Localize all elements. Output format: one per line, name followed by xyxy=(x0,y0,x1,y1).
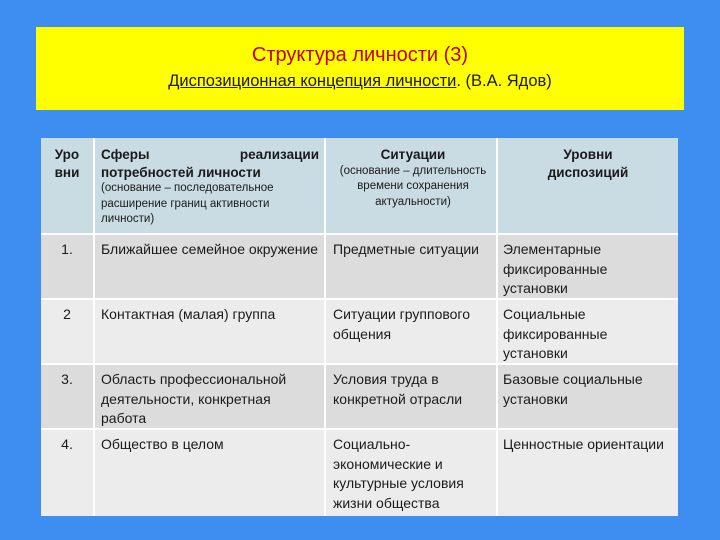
row-level: 1. xyxy=(61,241,73,257)
row-level: 2 xyxy=(63,306,71,322)
subtitle-author: . (В.А. Ядов) xyxy=(456,72,552,90)
column-divider xyxy=(324,138,326,516)
row-disposition: Ценностные ориентации xyxy=(503,436,664,452)
row-situation: Социально-экономические и культурные условия жизни общества xyxy=(333,436,464,511)
row-sphere: Контактная (малая) группа xyxy=(101,306,276,322)
row-situation: Предметные ситуации xyxy=(333,241,480,257)
header-level-line1: Уро xyxy=(54,147,80,162)
header-situations-note: (основание – длительность времени сохранения актуальности) xyxy=(339,164,487,208)
row-sphere: Область профессиональной деятельности, конкретная работа xyxy=(101,371,287,426)
header-spheres-note: (основание – последовательное расширение границ активности личности) xyxy=(101,182,274,225)
row-sphere: Общество в целом xyxy=(101,436,224,452)
row-disposition: Социальные фиксированные установки xyxy=(503,306,608,361)
row-divider xyxy=(41,233,678,235)
column-divider xyxy=(496,138,498,516)
header-situations-title: Ситуации xyxy=(380,147,446,162)
row-level: 4. xyxy=(61,436,73,452)
header-spheres xyxy=(101,146,319,228)
column-divider xyxy=(93,138,95,516)
slide-title: Структура личности (3) xyxy=(251,44,469,66)
row-divider xyxy=(41,363,678,365)
table-header-row xyxy=(41,138,678,234)
subtitle-concept: Диспозиционная концепция личности xyxy=(168,72,457,90)
table-row xyxy=(41,299,678,364)
header-dispositions-title: Уровни диспозиций xyxy=(547,147,629,180)
row-situation: Условия труда в конкретной отрасли xyxy=(333,371,463,407)
header-spheres-title: Сферы реализации потребностей личности xyxy=(101,147,319,180)
disposition-table xyxy=(41,138,678,516)
table-row xyxy=(41,429,678,516)
row-sphere: Ближайшее семейное окружение xyxy=(101,241,319,257)
header-level xyxy=(41,146,93,181)
row-level: 3. xyxy=(61,371,73,387)
title-box xyxy=(36,27,684,110)
row-disposition: Элементарные фиксированные установки xyxy=(503,241,608,296)
header-dispositions xyxy=(503,146,673,181)
header-situations xyxy=(333,146,493,210)
row-disposition: Базовые социальные установки xyxy=(503,371,643,407)
slide-subtitle xyxy=(36,68,684,94)
header-level-line2: вни xyxy=(54,164,80,180)
row-situation: Ситуации группового общения xyxy=(333,306,471,342)
row-divider xyxy=(41,428,678,430)
table-row xyxy=(41,234,678,299)
table-row xyxy=(41,364,678,429)
row-divider xyxy=(41,298,678,300)
